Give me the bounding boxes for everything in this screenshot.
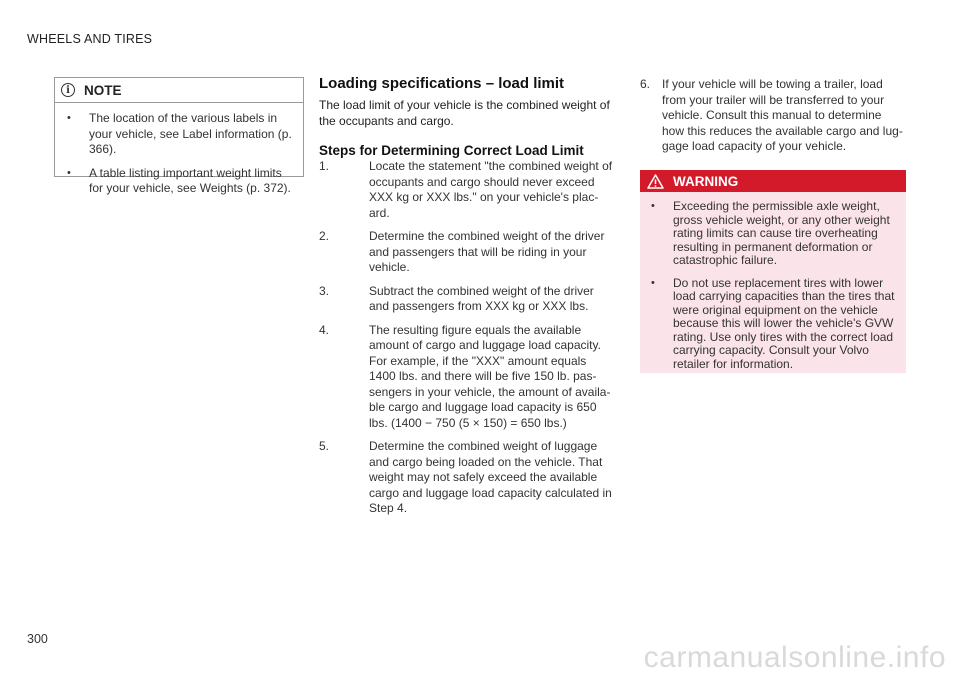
info-icon: i: [61, 83, 75, 97]
step-item: 3. Subtract the combined weight of the driver and passengers from XXX kg or XXX lbs.: [319, 283, 594, 313]
step-item: 4. The resulting figure equals the available amount of cargo and luggage load capacity. For example, if the "XXX" amount equals 1400 lbs. and there will be five 150 lb. pas-sengers in your vehicle, the amount of availa-ble cargo and luggage load capacity is 650 lbs. (1400 − 750 (5 × 150) = 650 lbs.): [319, 322, 611, 430]
warning-item: • Exceeding the permissible axle weight, gross vehicle weight, or any other weight rating limits can cause tire overheating resulting in permanent deformation or catastrophic failure.: [650, 200, 896, 268]
note-box: [54, 77, 304, 195]
step-item: 6. If your vehicle will be towing a trailer, load from your trailer will be transferred to your vehicle. Consult this manual to determine how this reduces the available cargo and lug-gage load capacity of your vehicle.: [640, 77, 903, 153]
warning-item: • Do not use replacement tires with lower load carrying capacities than the tires that were original equipment on the vehicle because this will lower the vehicle's GVW rating. Use only tires with the correct load carrying capacity. Consult your Volvo retailer for information.: [650, 277, 896, 372]
warning-triangle-icon: [647, 174, 664, 189]
step-item: 1. Locate the statement "the combined weight of occupants and cargo should never exceed XXX kg or XXX lbs." on your vehicle's plac-ard.: [319, 159, 613, 220]
note-item: • A table listing important weight limits for your vehicle, see Weights (p. 372).: [65, 166, 293, 197]
section-header: WHEELS AND TIRES: [27, 32, 153, 46]
loading-spec-section: [319, 74, 615, 525]
note-header: [55, 78, 303, 103]
steps-list: [319, 159, 615, 517]
warning-list: [640, 192, 906, 371]
section-intro: The load limit of your vehicle is the combined weight of the occupants and cargo.: [319, 98, 610, 128]
step-item: 2. Determine the combined weight of the driver and passengers that will be riding in your vehicle.: [319, 229, 605, 274]
note-item: • The location of the various labels in your vehicle, see Label information (p. 366).: [65, 111, 293, 158]
warning-header: [640, 170, 906, 192]
watermark: carmanualsonline.info: [643, 641, 946, 674]
note-list: [55, 103, 303, 197]
note-title: NOTE: [84, 82, 122, 98]
steps-list-continued: [640, 77, 906, 155]
step-item: 5. Determine the combined weight of luggage and cargo being loaded on the vehicle. That weight may not safely exceed the available cargo and luggage load capacity calculated in Step 4.: [319, 439, 612, 515]
warning-box: [640, 170, 906, 373]
steps-heading: Steps for Determining Correct Load Limit: [319, 143, 584, 158]
section-title: Loading specifications – load limit: [319, 75, 565, 92]
steps-continued: [640, 77, 906, 163]
warning-title: WARNING: [673, 173, 739, 189]
page-number: 300: [27, 632, 48, 646]
